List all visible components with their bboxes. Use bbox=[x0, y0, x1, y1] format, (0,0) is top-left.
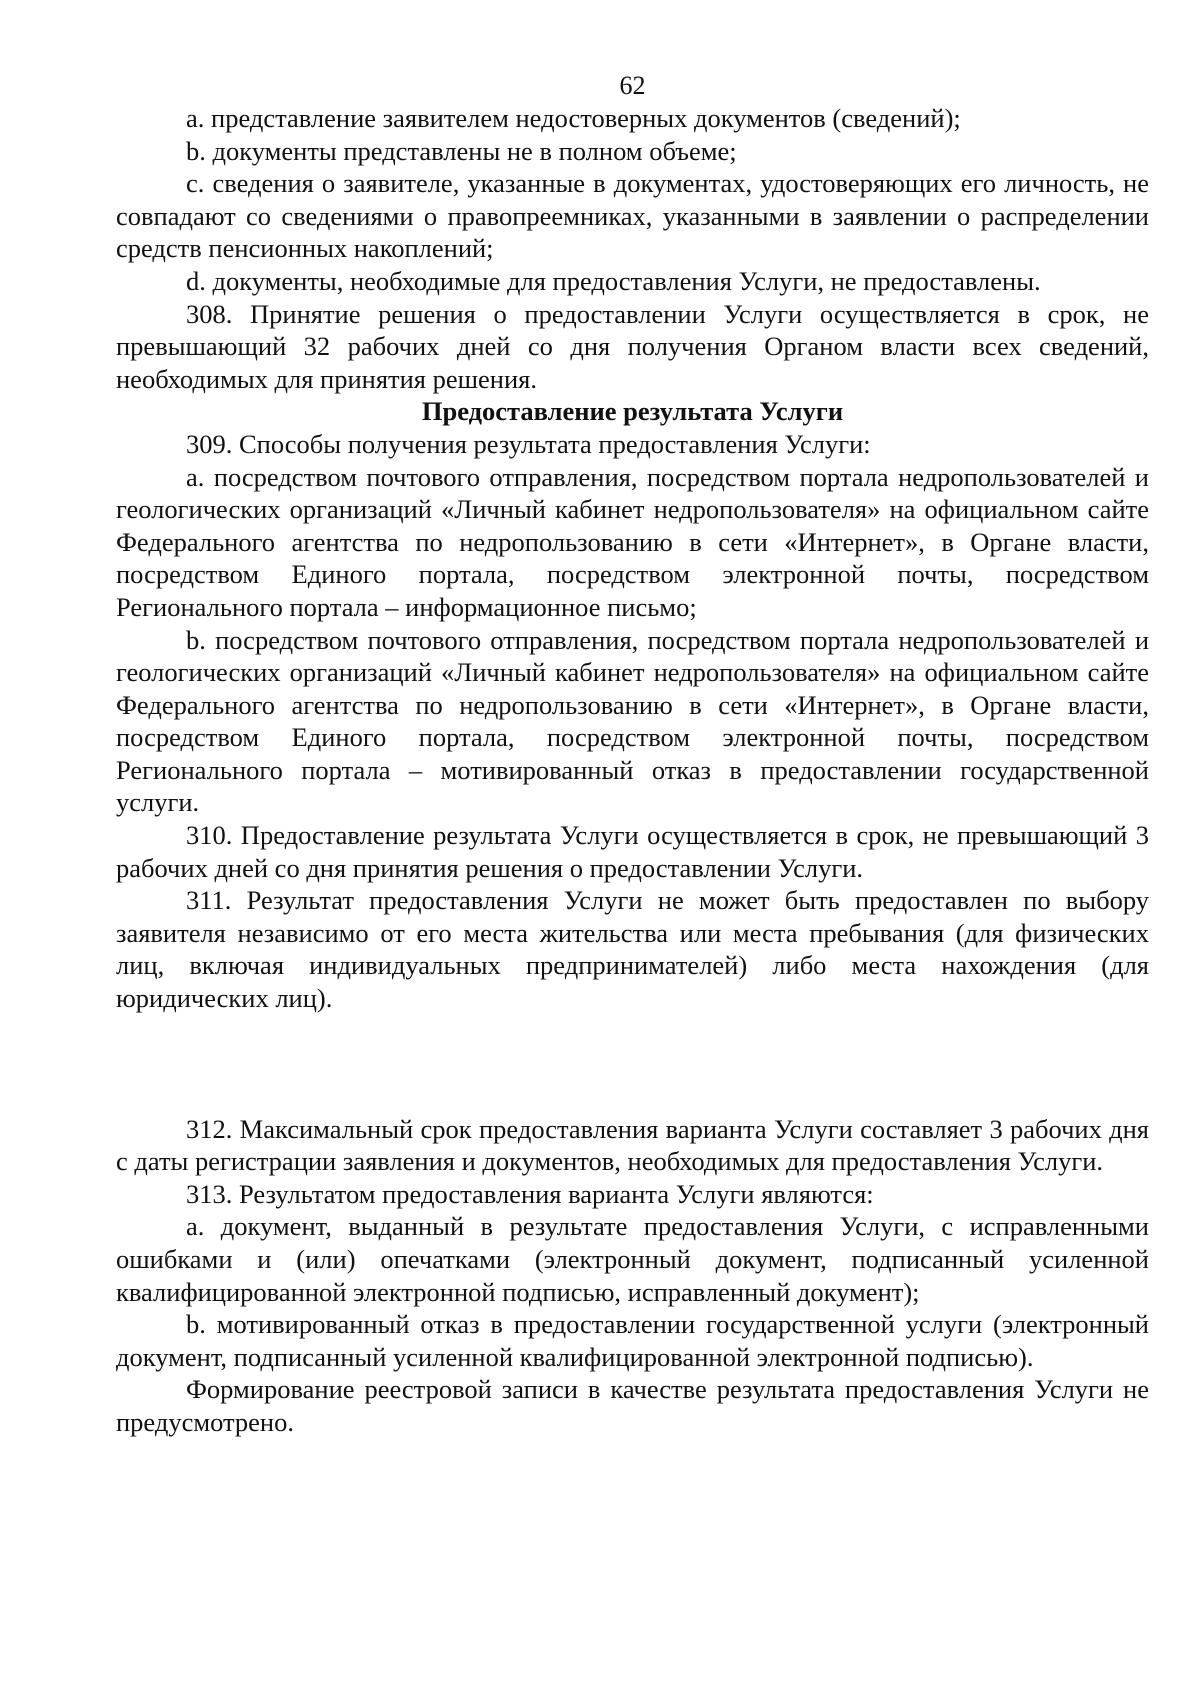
paragraph-311: 311. Результат предоставления Услуги не может быть предоставлен по выбору заявителя независимо от его места жительства или места пребывания (для физических лиц, включая индивидуальных предпринимателей) либо места нахождения (для юридических лиц). bbox=[116, 885, 1149, 1014]
paragraph-310: 310. Предоставление результата Услуги осуществляется в срок, не превышающий 3 рабочих дней со дня принятия решения о предоставлении Услуги. bbox=[116, 820, 1149, 883]
blank-space bbox=[116, 1015, 1149, 1113]
paragraph-refusal-reason-c: c. сведения о заявителе, указанные в документах, удостоверяющих его личность, не совпадают со сведениями о правопреемниках, указанными в заявлении о распределении средств пенсионных накоплений; bbox=[116, 168, 1149, 264]
paragraph-309-b: b. посредством почтового отправления, посредством портала недропользователей и геологических организаций «Личный кабинет недропользователя» на официальном сайте Федерального агентства по недропользованию в сети «Интернет», в Органе власти, посредством Единого портала, посредством электронной почты, посредством Регионального портала – мотивированный отказ в предоставлении государственной услуги. bbox=[116, 624, 1149, 818]
paragraph-309-a: a. посредством почтового отправления, посредством портала недропользователей и геологических организаций «Личный кабинет недропользователя» на официальном сайте Федерального агентства по недропользованию в сети «Интернет», в Органе власти, посредством Единого портала, посредством электронной почты, посредством Регионального портала – информационное письмо; bbox=[116, 461, 1149, 622]
paragraph-309: 309. Способы получения результата предоставления Услуги: bbox=[186, 428, 871, 459]
paragraph-312: 312. Максимальный срок предоставления варианта Услуги составляет 3 рабочих дня с даты регистрации заявления и документов, необходимых для предоставления Услуги. bbox=[116, 1113, 1149, 1177]
paragraph-313: 313. Результатом предоставления варианта Услуги являются: bbox=[186, 1178, 874, 1209]
paragraph-refusal-reason-b: b. документы представлены не в полном объеме; bbox=[186, 135, 737, 166]
paragraph-313-b: b. мотивированный отказ в предоставлении государственной услуги (электронный документ, подписанный усиленной квалифицированной электронной подписью). bbox=[116, 1309, 1149, 1372]
paragraph-refusal-reason-a: a. представление заявителем недостоверных документов (сведений); bbox=[186, 103, 961, 133]
page-number: 62 bbox=[619, 71, 646, 100]
paragraph-308: 308. Принятие решения о предоставлении Услуги осуществляется в срок, не превышающий 32 рабочих дней со дня получения Органом власти всех сведений, необходимых для принятия решения. bbox=[116, 298, 1149, 394]
paragraph-refusal-reason-d: d. документы, необходимые для предоставления Услуги, не предоставлены. bbox=[186, 265, 1041, 296]
paragraph-313-a: a. документ, выданный в результате предоставления Услуги, с исправленными ошибками и (или) опечатками (электронный документ, подписанный усиленной квалифицированной электронной подписью, исправленный документ); bbox=[116, 1211, 1149, 1307]
section-heading: Предоставление результата Услуги bbox=[421, 396, 844, 427]
paragraph-registry-note: Формирование реестровой записи в качестве результата предоставления Услуги не предусмотрено. bbox=[116, 1374, 1149, 1437]
document-page bbox=[116, 70, 1149, 1439]
